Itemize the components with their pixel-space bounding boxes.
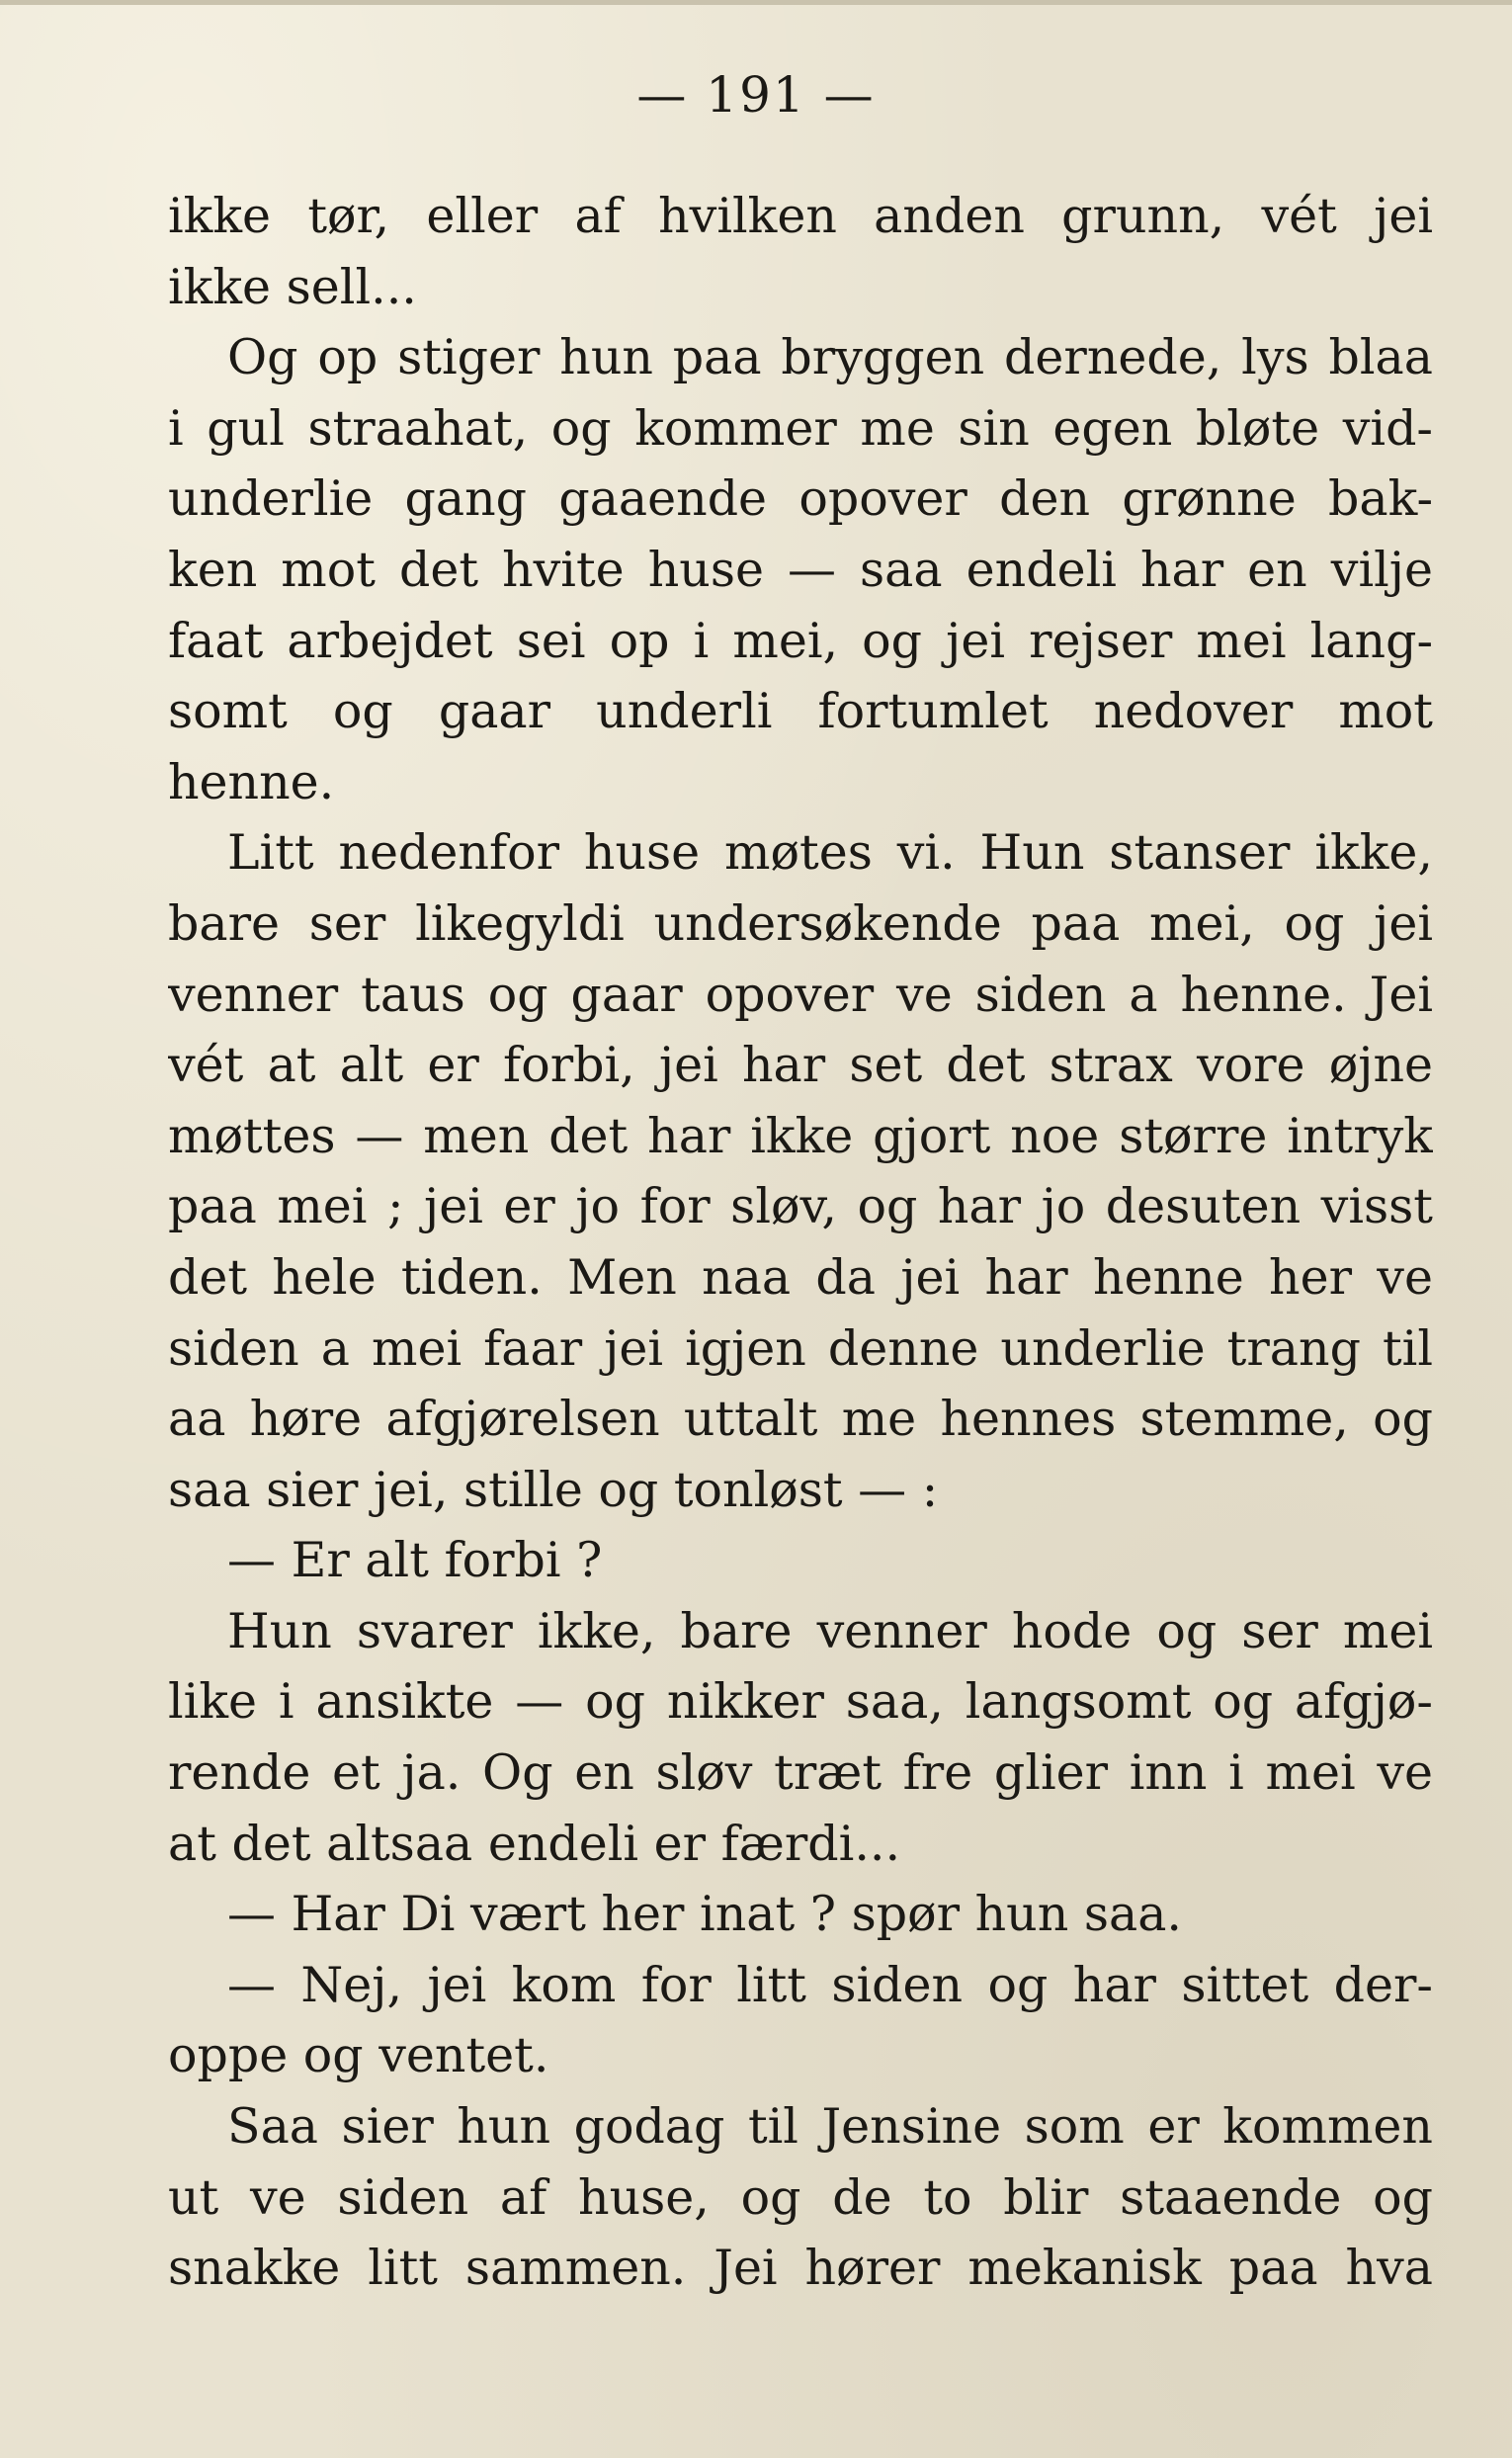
text-line: ken mot det hvite huse — saa endeli har en vilje (168, 541, 1433, 598)
text-line: vét at alt er forbi, jei har set det strax vore øjne (168, 1037, 1433, 1094)
text-line: Og op stiger hun paa bryggen dernede, lys blaa (227, 329, 1433, 386)
text-line: faat arbejdet sei op i mei, og jei rejser mei lang- (168, 612, 1433, 669)
text-line: ikke sell... (168, 258, 417, 315)
page-edge (0, 0, 1512, 5)
text-line: venner taus og gaar opover ve siden a henne. Jei (168, 966, 1433, 1023)
text-line: like i ansikte — og nikker saa, langsomt og afgjø- (168, 1673, 1433, 1731)
text-line: siden a mei faar jei igjen denne underlie trang til (168, 1319, 1433, 1377)
text-line: ut ve siden af huse, og de to blir staaende og (168, 2168, 1433, 2226)
text-line: Litt nedenfor huse møtes vi. Hun stanser ikke, (227, 824, 1433, 882)
text-line: det hele tiden. Men naa da jei har henne her ve (168, 1248, 1433, 1306)
text-line: paa mei ; jei er jo for sløv, og har jo desuten visst (168, 1178, 1433, 1235)
text-line: saa sier jei, stille og tonløst — : (168, 1461, 939, 1518)
text-line: snakke litt sammen. Jei hører mekanisk paa hva (168, 2240, 1433, 2297)
text-line: henne. (168, 753, 335, 810)
text-line: i gul straahat, og kommer me sin egen bløte vid- (168, 399, 1433, 457)
text-line: underlie gang gaaende opover den grønne bak- (168, 470, 1433, 528)
text-line: — Har Di vært her inat ? spør hun saa. (227, 1886, 1183, 1943)
text-line: Hun svarer ikke, bare venner hode og ser mei (227, 1602, 1433, 1659)
text-line: somt og gaar underli fortumlet nedover mot (168, 683, 1433, 740)
text-line: aa høre afgjørelsen uttalt me hennes stemme, og (168, 1391, 1433, 1448)
body-text (168, 181, 1433, 2304)
text-line: oppe og ventet. (168, 2027, 549, 2084)
text-line: rende et ja. Og en sløv træt fre glier inn i mei ve (168, 1744, 1433, 1802)
page-number: — 191 — (636, 66, 876, 124)
text-line: Saa sier hun godag til Jensine som er kommen (227, 2098, 1433, 2156)
text-line: bare ser likegyldi undersøkende paa mei, og jei (168, 894, 1433, 952)
text-line: — Er alt forbi ? (227, 1532, 603, 1589)
text-line: at det altsaa endeli er færdi... (168, 1815, 901, 1872)
text-line: ikke tør, eller af hvilken anden grunn, vét jei (168, 188, 1433, 244)
text-line: møttes — men det har ikke gjort noe større intryk (168, 1107, 1433, 1164)
text-line: — Nej, jei kom for litt siden og har sittet der- (227, 1956, 1433, 2013)
